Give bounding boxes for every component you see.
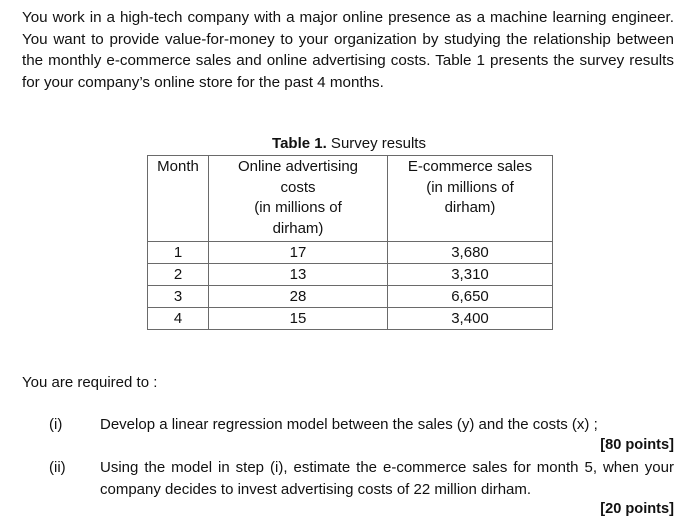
survey-results-table bbox=[147, 155, 553, 330]
header-sales-line-1: E-commerce sales bbox=[407, 158, 533, 175]
cell-cost: 15 bbox=[209, 308, 388, 330]
table-caption bbox=[147, 134, 551, 154]
header-sales-line-2: (in millions of bbox=[426, 178, 514, 196]
task-points-2: [20 points] bbox=[600, 501, 674, 517]
table-caption-label: Table 1. bbox=[272, 135, 327, 152]
task-number-2: (ii) bbox=[49, 459, 66, 476]
task-points-1: [80 points] bbox=[600, 437, 674, 453]
header-cost-line-2: costs bbox=[280, 178, 316, 196]
cell-month: 2 bbox=[148, 264, 209, 286]
cell-month: 1 bbox=[148, 242, 209, 264]
task-number-1: (i) bbox=[49, 416, 63, 433]
task-text-2: Using the model in step (i), estimate the e-commerce sales for month 5, when your company decides to invest advertising costs of 22 million dirham. bbox=[100, 459, 674, 498]
cell-month: 3 bbox=[148, 286, 209, 308]
header-month bbox=[148, 156, 209, 242]
cell-month: 4 bbox=[148, 308, 209, 330]
header-cost bbox=[209, 156, 388, 242]
table-caption-text: Survey results bbox=[326, 135, 426, 152]
cell-sales: 3,400 bbox=[388, 308, 553, 330]
required-heading: You are required to : bbox=[22, 374, 158, 391]
table-row bbox=[148, 308, 553, 330]
cell-cost: 13 bbox=[209, 264, 388, 286]
cell-cost: 17 bbox=[209, 242, 388, 264]
header-month-label: Month bbox=[157, 158, 199, 175]
header-cost-line-4: dirham) bbox=[272, 219, 324, 237]
cell-cost: 28 bbox=[209, 286, 388, 308]
table-row bbox=[148, 264, 553, 286]
cell-sales: 3,310 bbox=[388, 264, 553, 286]
task-text-1: Develop a linear regression model between the sales (y) and the costs (x) ; bbox=[100, 416, 598, 433]
cell-sales: 3,680 bbox=[388, 242, 553, 264]
header-sales bbox=[388, 156, 553, 242]
header-sales-line-3: dirham) bbox=[444, 199, 496, 216]
header-cost-line-3: (in millions of bbox=[254, 199, 342, 216]
table-row bbox=[148, 242, 553, 264]
intro-paragraph: You work in a high-tech company with a major online presence as a machine learning engineer. You want to provide value-for-money to your organization by studying the relationship between the monthly e-commerce sales and online advertising costs. Table 1 presents the survey results for your company’s online store for the past 4 months. bbox=[22, 9, 674, 91]
table-header-row bbox=[148, 156, 553, 242]
table-row bbox=[148, 286, 553, 308]
header-cost-line-1: Online advertising bbox=[237, 158, 359, 175]
cell-sales: 6,650 bbox=[388, 286, 553, 308]
